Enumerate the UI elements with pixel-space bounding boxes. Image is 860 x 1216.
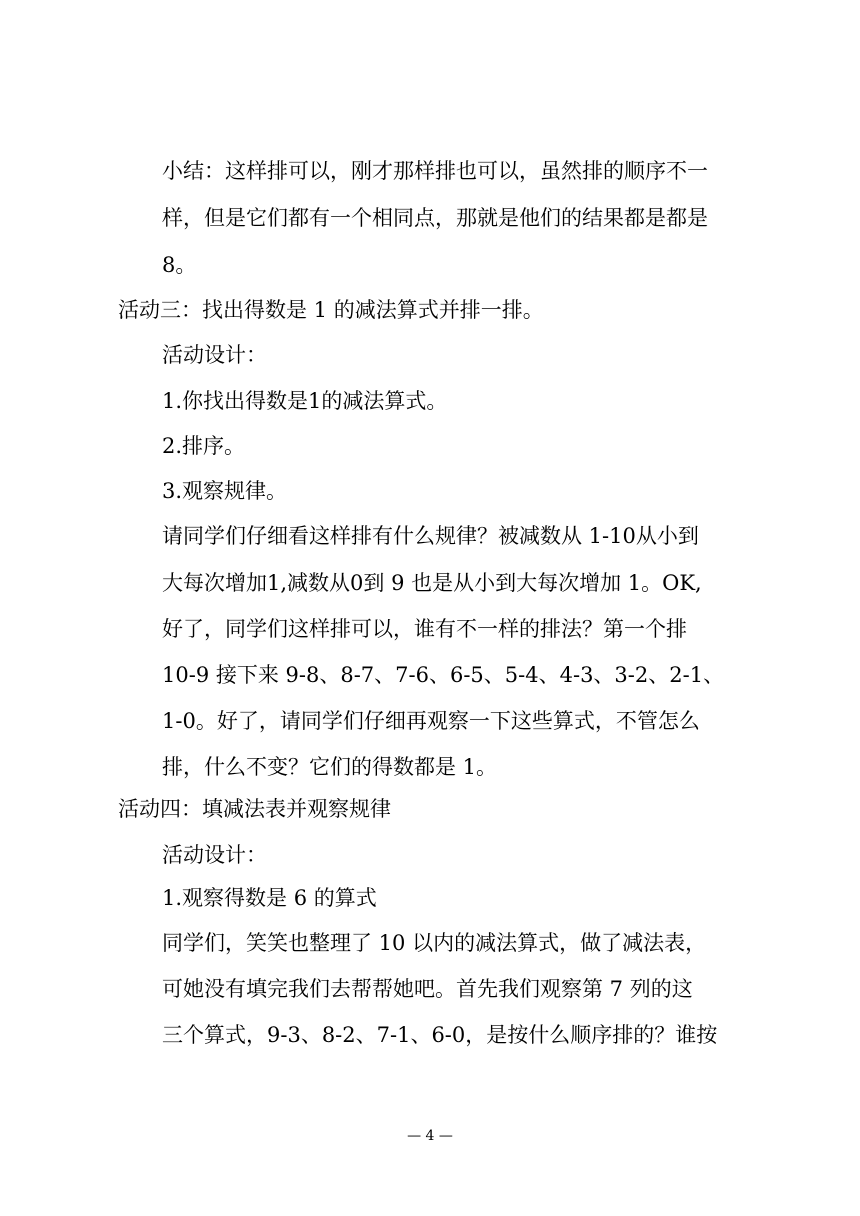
paragraph-line: 同学们，笑笑也整理了 10 以内的减法算式，做了减法表， bbox=[162, 931, 707, 955]
section-heading: 活动四：填减法表并观察规律 bbox=[118, 797, 391, 821]
paragraph-line: 1-0。好了，请同学们仔细再观察一下这些算式，不管怎么 bbox=[162, 709, 700, 733]
paragraph-line: 10-9 接下来 9-8、8-7、7-6、6-5、5-4、4-3、3-2、2-1、 bbox=[162, 663, 725, 687]
page-number: — 4 — bbox=[407, 1128, 453, 1144]
paragraph-line: 排，什么不变？它们的得数都是 1。 bbox=[162, 755, 498, 779]
paragraph-line: 可她没有填完我们去帮帮她吧。首先我们观察第 7 列的这 bbox=[162, 977, 693, 1001]
list-item: 3.观察规律。 bbox=[162, 479, 288, 503]
list-item: 1.观察得数是 6 的算式 bbox=[162, 886, 377, 910]
paragraph-line: 大每次增加1,减数从0到 9 也是从小到大每次增加 1。OK, bbox=[162, 571, 702, 595]
list-item: 2.排序。 bbox=[162, 434, 246, 458]
paragraph-line: 三个算式，9-3、8-2、7-1、6-0，是按什么顺序排的？谁按 bbox=[162, 1023, 718, 1047]
paragraph-line: 样，但是它们都有一个相同点，那就是他们的结果都是都是 bbox=[162, 206, 708, 230]
section-heading: 活动三：找出得数是 1 的减法算式并排一排。 bbox=[118, 298, 544, 322]
paragraph-line: 好了，同学们这样排可以，谁有不一样的排法？第一个排 bbox=[162, 617, 687, 641]
paragraph-line: 小结：这样排可以，刚才那样排也可以，虽然排的顺序不一 bbox=[162, 159, 708, 183]
paragraph-line: 8。 bbox=[162, 253, 197, 277]
list-item: 1.你找出得数是1的减法算式。 bbox=[162, 389, 448, 413]
paragraph-line: 活动设计： bbox=[162, 843, 267, 867]
paragraph-line: 活动设计： bbox=[162, 343, 267, 367]
paragraph-line: 请同学们仔细看这样排有什么规律？被减数从 1-10从小到 bbox=[162, 524, 699, 548]
